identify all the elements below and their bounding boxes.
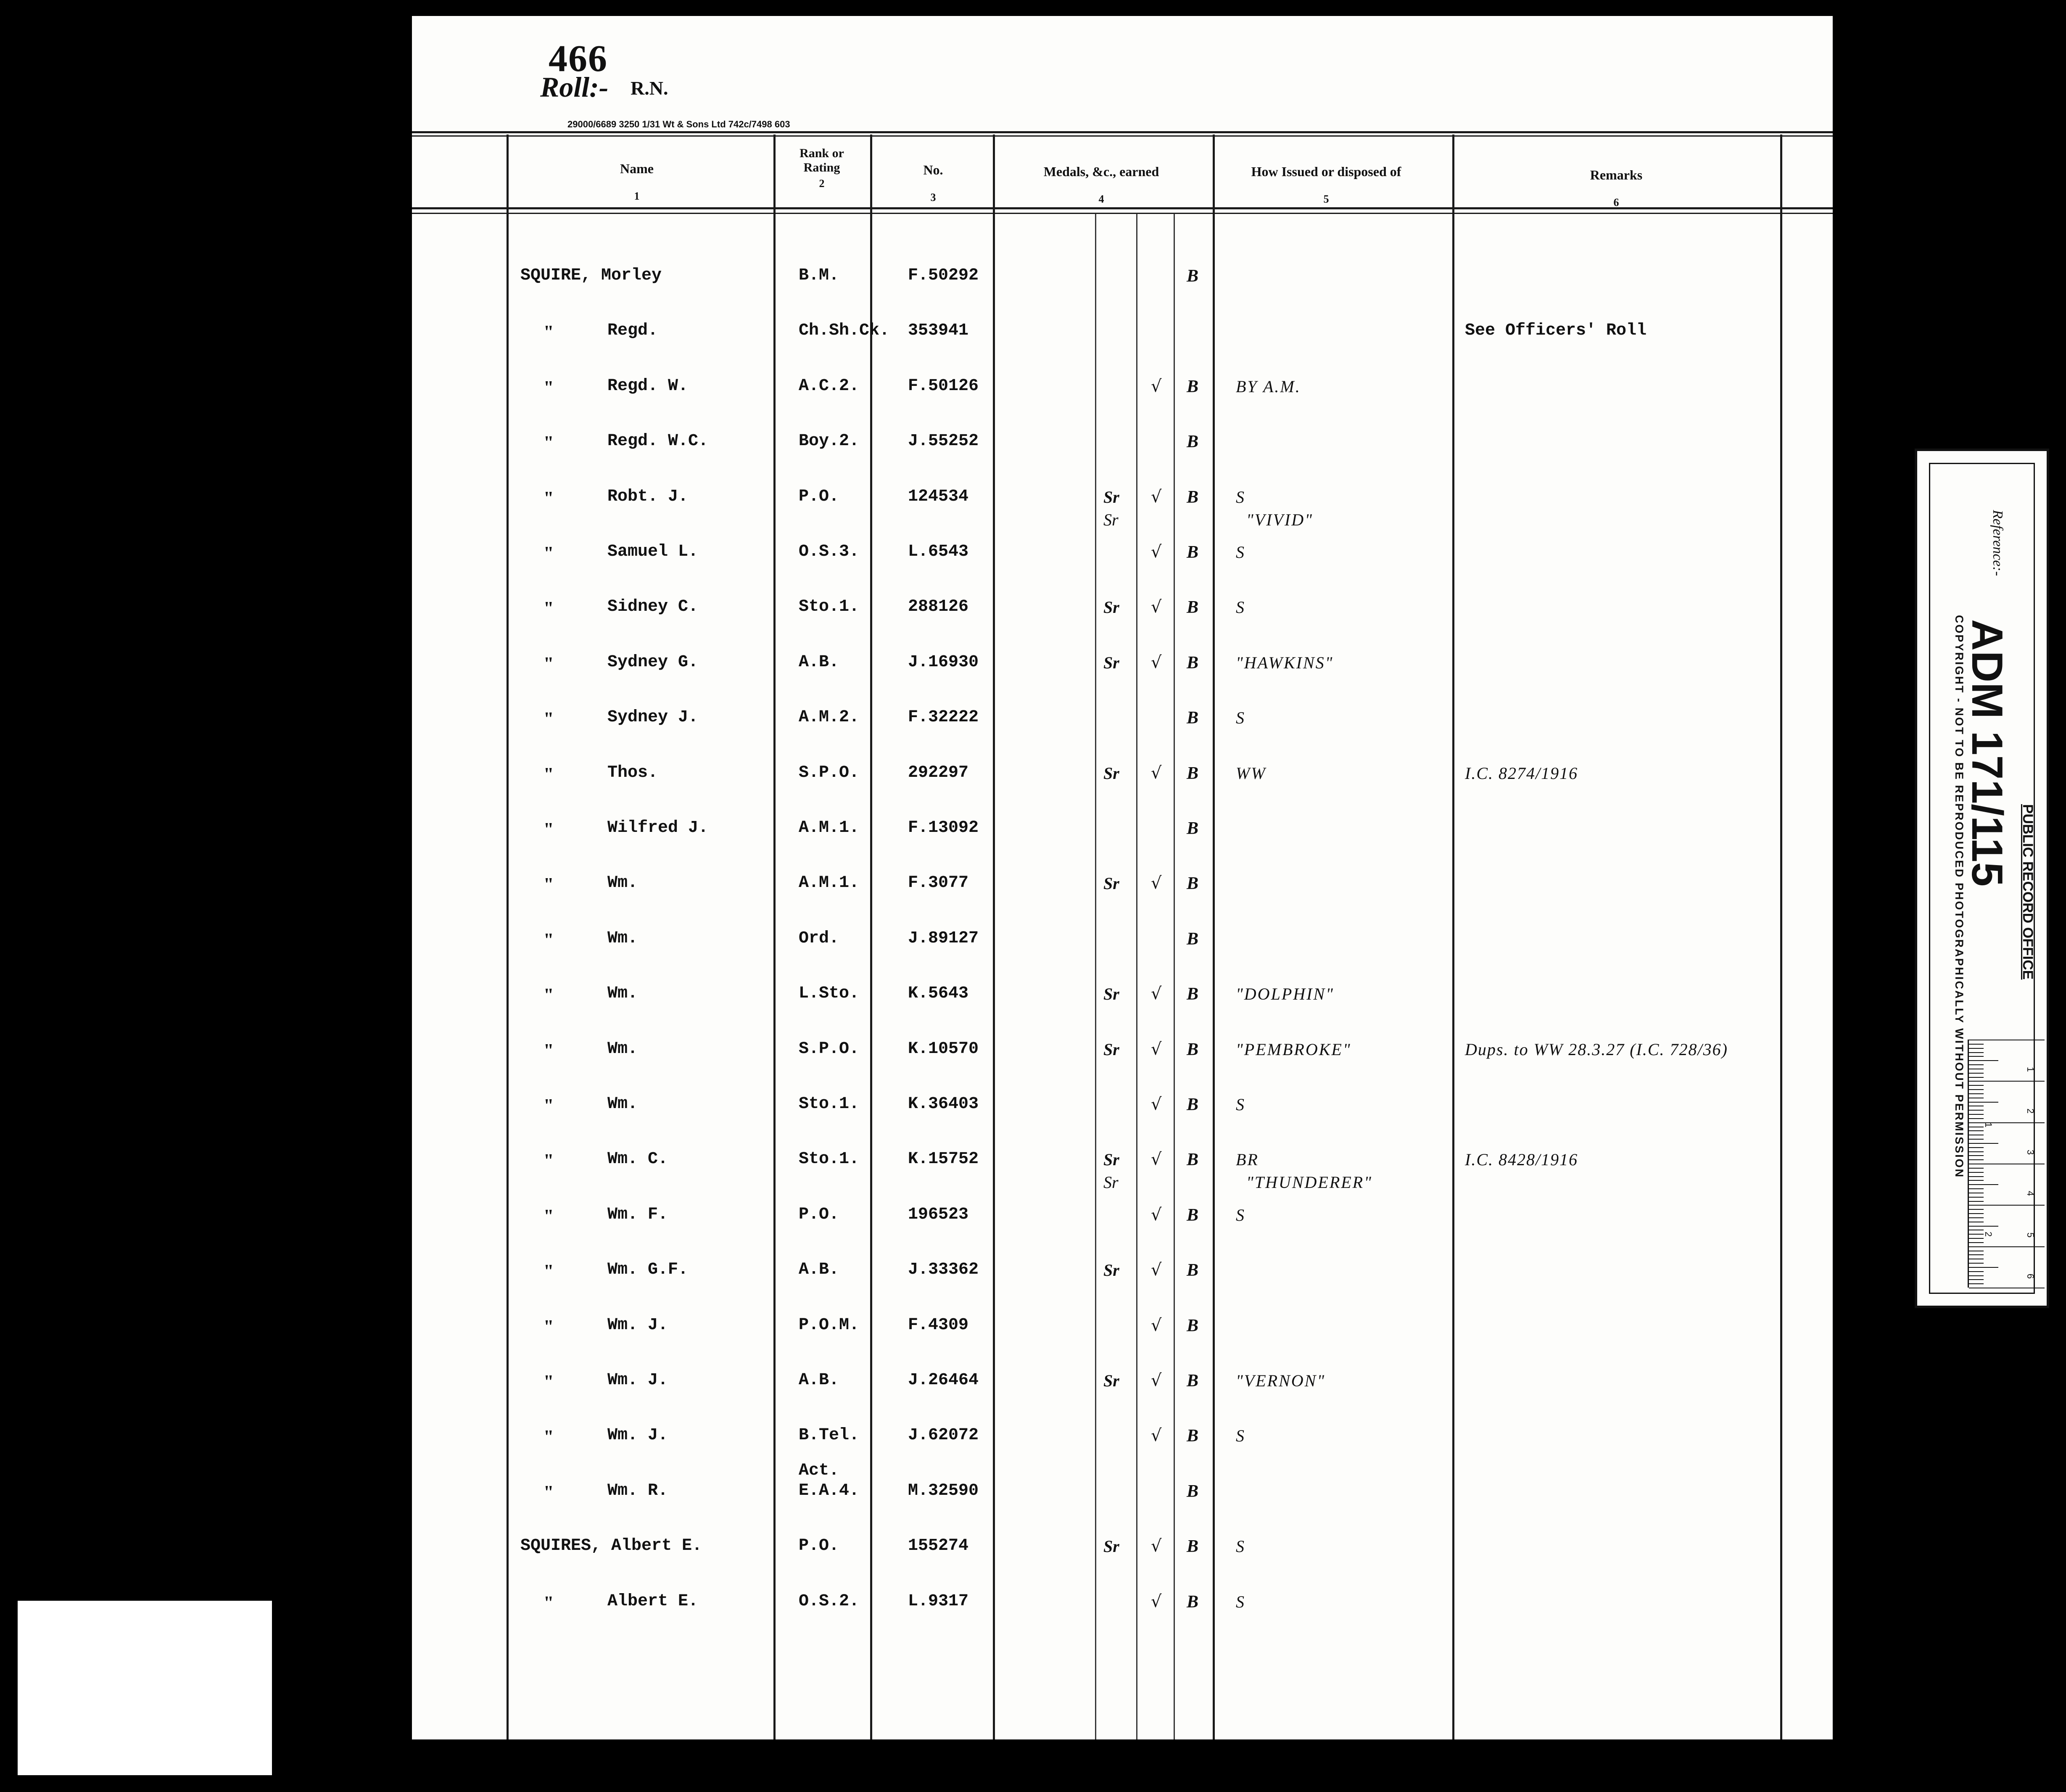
entry-rank: Ch.Sh.Ck. <box>799 321 890 340</box>
entry-given-name: Wm. C. <box>607 1150 668 1169</box>
scale-tick <box>1969 1110 1984 1111</box>
table-row <box>412 1536 1833 1591</box>
table-row <box>412 1150 1833 1204</box>
medal-tick-mark: √ <box>1151 1426 1162 1446</box>
ditto-mark: " <box>544 1095 554 1116</box>
entry-how-issued: S <box>1236 1095 1245 1114</box>
entry-service-number: J.26464 <box>908 1371 979 1390</box>
scale-cm-label: 6 <box>2025 1273 2036 1279</box>
col-head-remarks: Remarks 6 <box>1590 167 1643 208</box>
entry-rank: A.B. <box>799 1371 839 1390</box>
col-head-name: Name 1 <box>620 161 654 202</box>
scale-tick <box>1969 1060 1998 1061</box>
ditto-mark: " <box>544 1040 554 1061</box>
scale-tick <box>1969 1102 1998 1103</box>
table-row <box>412 1592 1833 1647</box>
entry-rank: P.O. <box>799 1205 839 1224</box>
entry-how-issued: S <box>1236 487 1245 507</box>
medal-tick-mark: √ <box>1151 652 1162 672</box>
entry-how-issued: S <box>1236 598 1245 617</box>
entry-rank: A.M.2. <box>799 708 860 727</box>
medal-tick-mark: √ <box>1151 1260 1162 1280</box>
entry-how-issued: WW <box>1236 763 1267 783</box>
scale-tick <box>1969 1242 1984 1243</box>
medal-b-mark: B <box>1187 708 1199 728</box>
medal-tick-mark: √ <box>1151 376 1162 396</box>
ditto-mark: " <box>544 432 554 453</box>
scale-tick <box>1969 1205 2045 1206</box>
medal-b-mark: B <box>1187 543 1199 562</box>
medal-tick-mark: √ <box>1151 874 1162 893</box>
entry-rank: A.M.1. <box>799 818 860 837</box>
medal-b-mark: B <box>1187 1537 1199 1557</box>
entry-rank: O.S.3. <box>799 542 860 561</box>
entry-service-number: K.5643 <box>908 984 969 1003</box>
entry-given-name: Wm. R. <box>607 1481 668 1500</box>
entry-rank: P.O. <box>799 487 839 506</box>
entry-how-issued: "VERNON" <box>1236 1371 1326 1390</box>
medal-b-mark: B <box>1187 598 1199 618</box>
scale-tick <box>1969 1081 2045 1082</box>
entry-rank: S.P.O. <box>799 763 860 782</box>
ditto-mark: " <box>544 1150 554 1171</box>
entry-service-number: F.3077 <box>908 874 969 893</box>
ditto-mark: " <box>544 763 554 784</box>
entry-remark: I.C. 8428/1916 <box>1465 1150 1578 1169</box>
scale-tick <box>1969 1263 1984 1264</box>
table-row <box>412 874 1833 928</box>
scale-tick <box>1969 1176 1984 1177</box>
table-row <box>412 432 1833 486</box>
public-record-office: PUBLIC RECORD OFFICE <box>2020 804 2036 980</box>
medal-star-mark: Sr <box>1103 1150 1119 1169</box>
medal-tick-mark: √ <box>1151 763 1162 783</box>
scale-tick <box>1969 1159 1984 1160</box>
reference-word: Reference:- <box>1990 510 2005 576</box>
entry-service-number: 288126 <box>908 597 969 617</box>
medal-tick-mark: √ <box>1151 1591 1162 1611</box>
scale-tick <box>1969 1089 1984 1090</box>
entry-given-name: Regd. W. <box>607 376 689 396</box>
entry-given-name: Wm. J. <box>607 1371 668 1390</box>
entry-given-name: Wm. <box>607 874 638 893</box>
table-row <box>412 1426 1833 1481</box>
entry-how-issued: BR <box>1236 1150 1259 1169</box>
entry-service-number: 292297 <box>908 763 969 782</box>
table-row <box>412 1316 1833 1370</box>
table-row <box>412 266 1833 321</box>
entry-service-number: J.89127 <box>908 929 979 948</box>
medal-tick-mark: √ <box>1151 1315 1162 1335</box>
entry-given-name: Wm. <box>607 1095 638 1114</box>
entry-given-name: Sidney C. <box>607 597 699 617</box>
scale-tick <box>1969 1184 1998 1185</box>
entry-how-issued: "HAWKINS" <box>1236 653 1334 672</box>
ditto-mark: " <box>544 1205 554 1226</box>
entry-given-name: Sydney J. <box>607 708 699 727</box>
entry-rank: L.Sto. <box>799 984 860 1003</box>
entry-rank: O.S.2. <box>799 1591 860 1611</box>
entry-rank: Sto.1. <box>799 1150 860 1169</box>
entry-how-issued: BY A.M. <box>1236 377 1301 396</box>
ditto-mark: " <box>544 1481 554 1502</box>
medal-b-mark: B <box>1187 984 1199 1004</box>
scale-tick <box>1969 1267 1998 1268</box>
medal-star-mark: Sr <box>1103 653 1119 672</box>
col-head-number: No. 3 <box>923 162 943 203</box>
header-top-rule-2 <box>412 135 1833 137</box>
medal-star-mark: Sr <box>1103 1040 1119 1059</box>
entry-rank: Ord. <box>799 929 839 948</box>
entry-service-number: K.10570 <box>908 1039 979 1058</box>
entry-given-name: Wm. J. <box>607 1426 668 1445</box>
scale-tick <box>1969 1197 1984 1198</box>
entry-given-name: Sydney G. <box>607 652 699 672</box>
medal-b-mark: B <box>1187 1205 1199 1225</box>
blank-label-area <box>18 1601 272 1775</box>
scale-cm-label: 4 <box>2025 1191 2036 1196</box>
entry-service-number: 353941 <box>908 321 969 340</box>
entry-service-number: 196523 <box>908 1205 969 1224</box>
col-head-medals: Medals, &c., earned 4 <box>1043 164 1159 205</box>
entry-given-name: Wm. G.F. <box>607 1260 689 1280</box>
ditto-mark: " <box>544 543 554 563</box>
medal-b-mark: B <box>1187 1095 1199 1114</box>
entry-service-number: 124534 <box>908 487 969 506</box>
medal-star-mark-secondary: Sr <box>1103 510 1119 529</box>
scale-tick <box>1969 1201 1984 1202</box>
entry-remark: I.C. 8274/1916 <box>1465 763 1578 783</box>
ditto-mark: " <box>544 874 554 895</box>
scale-cm-label: 5 <box>2025 1232 2036 1238</box>
entry-surname: SQUIRES, Albert E. <box>520 1536 702 1556</box>
medal-star-mark-secondary: Sr <box>1103 1173 1119 1192</box>
scale-tick <box>1969 1143 1998 1144</box>
medal-star-mark: Sr <box>1103 1261 1119 1280</box>
ditto-mark: " <box>544 653 554 674</box>
entry-given-name: Wm. <box>607 929 638 948</box>
medal-b-mark: B <box>1187 653 1199 673</box>
medal-tick-mark: √ <box>1151 1205 1162 1225</box>
entry-rank: E.A.4. <box>799 1481 860 1500</box>
medal-b-mark: B <box>1187 1316 1199 1335</box>
medal-b-mark: B <box>1187 487 1199 507</box>
scale-tick <box>1969 1122 2045 1123</box>
medal-star-mark: Sr <box>1103 487 1119 507</box>
scale-tick <box>1969 1114 1984 1115</box>
table-row <box>412 1205 1833 1260</box>
scale-tick <box>1969 1139 1984 1140</box>
col-head-rank: Rank or Rating 2 <box>799 146 844 190</box>
table-row <box>412 929 1833 984</box>
scale-tick <box>1969 1044 1984 1045</box>
entry-rank: P.O. <box>799 1536 839 1556</box>
table-row <box>412 708 1833 763</box>
ditto-mark: " <box>544 708 554 729</box>
col-head-how-issued: How Issued or disposed of 5 <box>1251 164 1401 205</box>
roll-page <box>412 16 1833 1739</box>
entry-rank: B.Tel. <box>799 1426 860 1445</box>
entry-how-issued: S <box>1236 543 1245 562</box>
copyright-notice: COPYRIGHT - NOT TO BE REPRODUCED PHOTOGRAPHICALLY WITHOUT PERMISSION <box>1953 615 1966 1179</box>
entry-rank: Sto.1. <box>799 1095 860 1114</box>
medal-b-mark: B <box>1187 819 1199 838</box>
entry-service-number: J.55252 <box>908 432 979 451</box>
table-row <box>412 984 1833 1039</box>
medal-star-mark: Sr <box>1103 598 1119 617</box>
scale-tick <box>1969 1093 1984 1094</box>
entry-given-name: Samuel L. <box>607 542 699 561</box>
ditto-mark: " <box>544 1592 554 1613</box>
roll-value: R.N. <box>631 77 668 99</box>
table-row <box>412 818 1833 873</box>
page-number: 466 <box>549 38 608 79</box>
scale-tick <box>1969 1275 1984 1276</box>
scale-tick <box>1969 1234 1984 1235</box>
medal-b-mark: B <box>1187 763 1199 783</box>
medal-b-mark: B <box>1187 1150 1199 1170</box>
entry-given-name: Regd. <box>607 321 658 340</box>
scale-tick <box>1969 1188 1984 1189</box>
entry-service-number: L.9317 <box>908 1591 969 1611</box>
medal-star-mark: Sr <box>1103 763 1119 783</box>
medal-tick-mark: √ <box>1151 1536 1162 1556</box>
ditto-mark: " <box>544 929 554 950</box>
entry-how-issued-secondary: "THUNDERER" <box>1246 1173 1372 1192</box>
medal-star-mark: Sr <box>1103 984 1119 1004</box>
scale-tick <box>1969 1254 1984 1255</box>
table-row <box>412 1260 1833 1315</box>
entry-rank: P.O.M. <box>799 1315 860 1335</box>
medal-tick-mark: √ <box>1151 984 1162 1004</box>
scale-tick <box>1969 1064 1984 1065</box>
entry-how-issued: "PEMBROKE" <box>1236 1040 1351 1059</box>
entry-how-issued: S <box>1236 1426 1245 1446</box>
scale-tick <box>1969 1217 1984 1218</box>
medal-tick-mark: √ <box>1151 597 1162 617</box>
medal-star-mark: Sr <box>1103 1537 1119 1556</box>
medal-tick-mark: √ <box>1151 1039 1162 1059</box>
entry-service-number: F.4309 <box>908 1315 969 1335</box>
scale-tick <box>1969 1283 1984 1284</box>
entry-rank: Boy.2. <box>799 432 860 451</box>
medal-tick-mark: √ <box>1151 487 1162 507</box>
entry-rank: S.P.O. <box>799 1039 860 1058</box>
roll-label: Roll:- <box>540 71 609 103</box>
table-row <box>412 542 1833 597</box>
scale-tick <box>1969 1213 1984 1214</box>
scale-tick <box>1969 1168 1984 1169</box>
entry-how-issued: S <box>1236 1537 1245 1556</box>
entry-rank: A.C.2. <box>799 376 860 396</box>
scale-tick <box>1969 1056 1984 1057</box>
entry-rank-prefix: Act. <box>799 1461 839 1480</box>
ditto-mark: " <box>544 598 554 619</box>
entry-service-number: 155274 <box>908 1536 969 1556</box>
table-row <box>412 1095 1833 1149</box>
table-row <box>412 1040 1833 1094</box>
entry-given-name: Wm. F. <box>607 1205 668 1224</box>
scale-tick <box>1969 1271 1984 1272</box>
header-bottom-rule-2 <box>412 213 1833 214</box>
scale-tick <box>1969 1209 1984 1210</box>
ditto-mark: " <box>544 819 554 839</box>
table-row <box>412 321 1833 376</box>
table-row <box>412 763 1833 818</box>
scale-tick <box>1969 1048 1984 1049</box>
entry-rank: B.M. <box>799 266 839 285</box>
entry-given-name: Albert E. <box>607 1591 699 1611</box>
header-top-rule <box>412 131 1833 133</box>
ditto-mark: " <box>544 1426 554 1447</box>
scale-inch-label: 1 <box>1983 1122 1994 1128</box>
entry-service-number: M.32590 <box>908 1481 979 1500</box>
scale-tick <box>1969 1238 1984 1239</box>
scale-tick <box>1969 1130 1984 1131</box>
entry-how-issued: S <box>1236 1205 1245 1225</box>
scale-tick <box>1969 1180 1984 1181</box>
entry-how-issued: S <box>1236 1592 1245 1611</box>
entry-given-name: Wm. J. <box>607 1315 668 1335</box>
medal-b-mark: B <box>1187 1592 1199 1612</box>
scale-tick <box>1969 1052 1984 1053</box>
medal-star-mark: Sr <box>1103 874 1119 893</box>
entry-given-name: Wm. <box>607 984 638 1003</box>
ditto-mark: " <box>544 1261 554 1282</box>
entry-service-number: J.16930 <box>908 652 979 672</box>
scale-cm-label: 2 <box>2025 1108 2036 1114</box>
measurement-scale <box>1968 1040 2049 1288</box>
scale-tick <box>1969 1226 1998 1227</box>
entry-service-number: J.62072 <box>908 1426 979 1445</box>
scale-tick <box>1969 1085 1984 1086</box>
entry-service-number: F.13092 <box>908 818 979 837</box>
medal-tick-mark: √ <box>1151 1150 1162 1169</box>
medal-tick-mark: √ <box>1151 542 1162 562</box>
entry-service-number: F.50126 <box>908 376 979 396</box>
medal-star-mark: Sr <box>1103 1371 1119 1390</box>
reference-code: ADM 171/115 <box>1963 619 2011 887</box>
scale-tick <box>1969 1246 2045 1247</box>
scale-tick <box>1969 1172 1984 1173</box>
medal-tick-mark: √ <box>1151 1095 1162 1114</box>
entry-how-issued-secondary: "VIVID" <box>1246 510 1313 529</box>
scale-tick <box>1969 1077 1984 1078</box>
table-row <box>412 1461 1833 1536</box>
reference-label <box>1915 449 2049 1308</box>
table-row <box>412 487 1833 542</box>
entry-rank: A.B. <box>799 1260 839 1280</box>
entry-remark: See Officers' Roll <box>1465 321 1647 340</box>
ditto-mark: " <box>544 322 554 343</box>
medal-b-mark: B <box>1187 1261 1199 1280</box>
entry-how-issued: "DOLPHIN" <box>1236 984 1334 1004</box>
medal-b-mark: B <box>1187 432 1199 452</box>
entry-how-issued: S <box>1236 708 1245 728</box>
entry-service-number: K.15752 <box>908 1150 979 1169</box>
medal-b-mark: B <box>1187 1040 1199 1059</box>
ditto-mark: " <box>544 487 554 508</box>
medal-b-mark: B <box>1187 874 1199 894</box>
medal-tick-mark: √ <box>1151 1371 1162 1390</box>
entry-rank: Sto.1. <box>799 597 860 617</box>
medal-b-mark: B <box>1187 267 1199 286</box>
table-row <box>412 653 1833 707</box>
entry-given-name: Thos. <box>607 763 658 782</box>
scale-cm-label: 3 <box>2025 1149 2036 1155</box>
ditto-mark: " <box>544 1316 554 1337</box>
scale-inch-label: 2 <box>1983 1231 1994 1237</box>
ditto-mark: " <box>544 984 554 1006</box>
scale-tick <box>1969 1155 1984 1156</box>
scale-tick <box>1969 1073 1984 1074</box>
ditto-mark: " <box>544 1371 554 1392</box>
table-row <box>412 377 1833 431</box>
ditto-mark: " <box>544 377 554 398</box>
scale-tick <box>1969 1151 1984 1152</box>
entry-rank: A.B. <box>799 652 839 672</box>
scale-cm-label: 1 <box>2025 1067 2036 1072</box>
table-row <box>412 1371 1833 1425</box>
print-code: 29000/6689 3250 1/31 Wt & Sons Ltd 742c/7498 603 <box>567 119 790 129</box>
medal-b-mark: B <box>1187 377 1199 396</box>
scale-tick <box>1969 1118 1984 1119</box>
entry-service-number: F.50292 <box>908 266 979 285</box>
entry-remark: Dups. to WW 28.3.27 (I.C. 728/36) <box>1465 1040 1728 1059</box>
medal-b-mark: B <box>1187 1481 1199 1501</box>
medal-b-mark: B <box>1187 1371 1199 1391</box>
medal-b-mark: B <box>1187 1426 1199 1446</box>
entry-service-number: F.32222 <box>908 708 979 727</box>
entry-rank: A.M.1. <box>799 874 860 893</box>
medal-b-mark: B <box>1187 929 1199 949</box>
entry-service-number: K.36403 <box>908 1095 979 1114</box>
entry-surname: SQUIRE, Morley <box>520 266 662 285</box>
scale-tick <box>1969 1147 1984 1148</box>
entry-given-name: Regd. W.C. <box>607 432 709 451</box>
entry-service-number: J.33362 <box>908 1260 979 1280</box>
entry-given-name: Robt. J. <box>607 487 689 506</box>
entry-given-name: Wm. <box>607 1039 638 1058</box>
entry-given-name: Wilfred J. <box>607 818 709 837</box>
entry-service-number: L.6543 <box>908 542 969 561</box>
table-row <box>412 597 1833 652</box>
scale-tick <box>1969 1279 1984 1280</box>
